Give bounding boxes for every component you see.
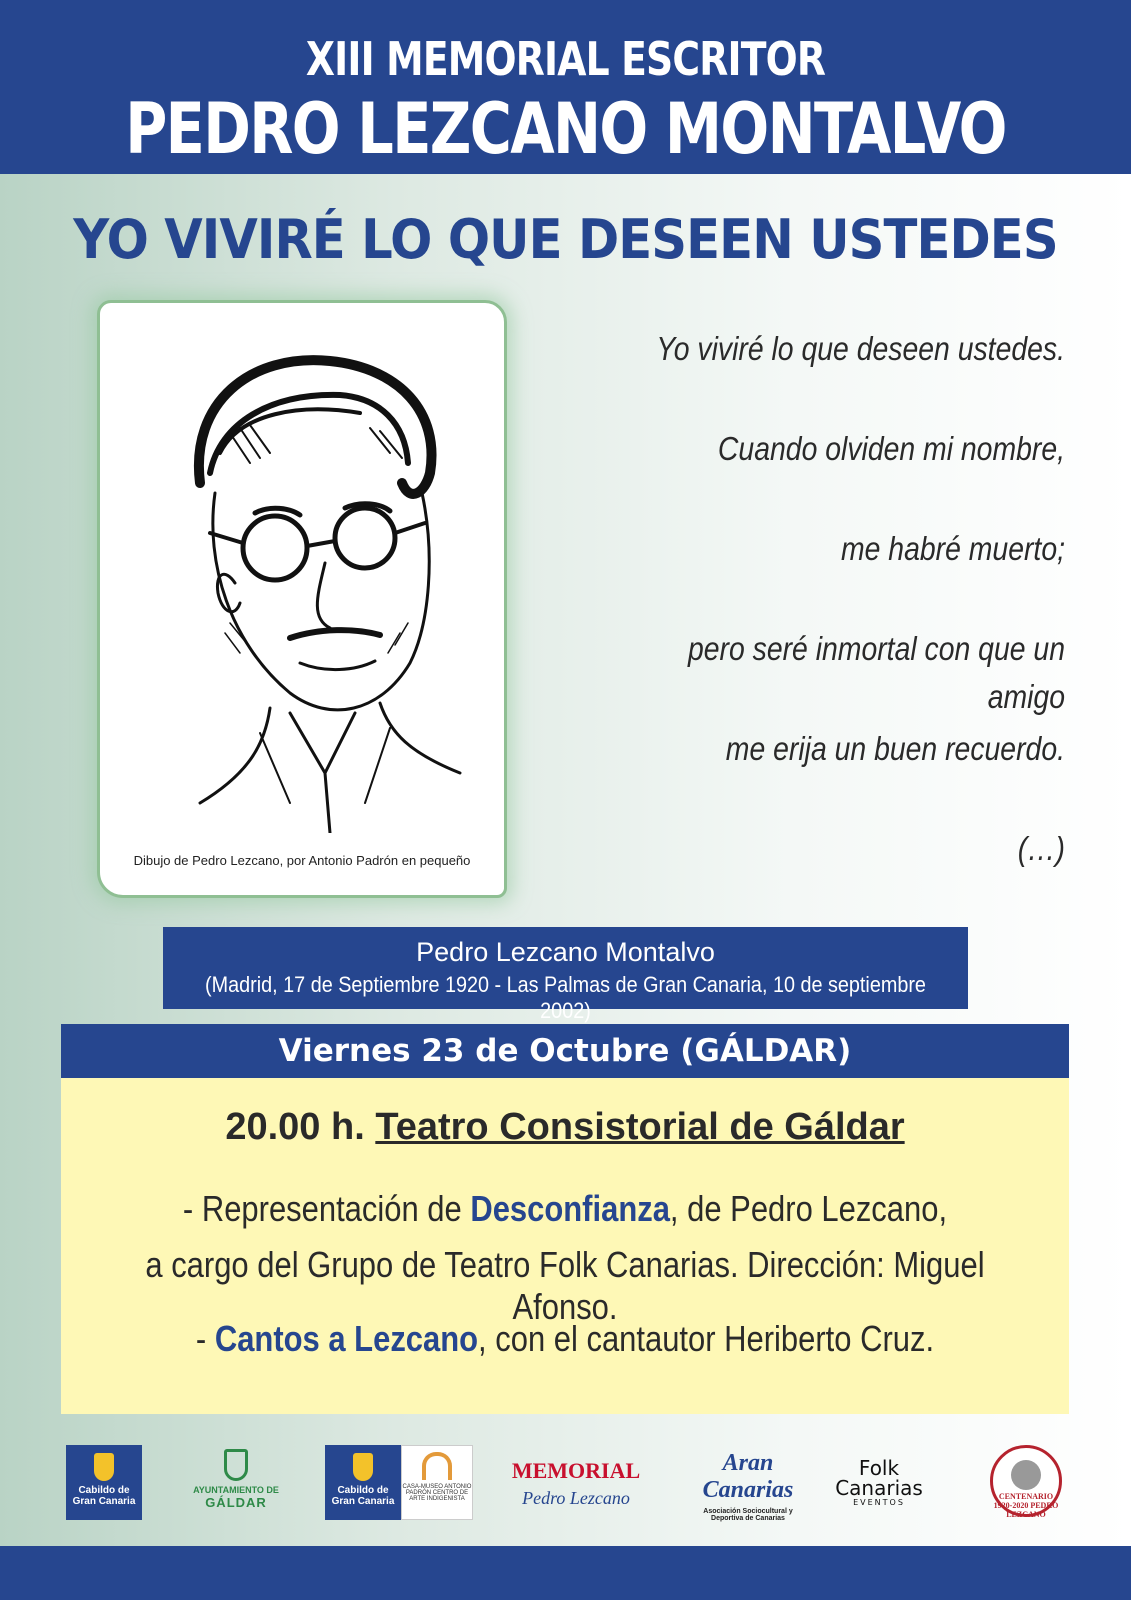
centenario-portrait-icon <box>1011 1460 1041 1490</box>
event-date-bar: Viernes 23 de Octubre (GÁLDAR) <box>61 1024 1069 1078</box>
header-line1: XIII MEMORIAL ESCRITOR <box>305 32 826 86</box>
portrait-frame <box>97 300 507 898</box>
cabildo-logo <box>66 1445 142 1520</box>
header-band <box>0 0 1131 174</box>
event-venue: Teatro Consistorial de Gáldar <box>375 1106 905 1148</box>
poem-line: pero seré inmortal con que un amigo <box>687 630 1065 715</box>
aran-logo-big: Aran Canarias <box>702 1450 794 1503</box>
poem-line: Cuando olviden mi nombre, <box>717 430 1065 467</box>
casa-museo-logo-text: CASA-MUSEO ANTONIO PADRÓN CENTRO DE ARTE INDIGENISTA <box>402 1484 472 1502</box>
folk-logo-small: EVENTOS <box>853 1498 905 1507</box>
galdar-shield-icon <box>224 1449 248 1481</box>
ayuntamiento-logo-small: AYUNTAMIENTO DE <box>193 1485 279 1495</box>
event-item-1-suffix: , de Pedro Lezcano, <box>669 1188 948 1229</box>
poem-line: Yo viviré lo que deseen ustedes. <box>656 330 1065 367</box>
cabildo-logo-2 <box>325 1445 401 1520</box>
headline: YO VIVIRÉ LO QUE DESEEN USTEDES <box>73 208 1058 271</box>
event-item-2-prefix: - <box>195 1318 215 1359</box>
author-name: Pedro Lezcano Montalvo <box>416 937 715 967</box>
folk-canarias-logo <box>824 1458 934 1533</box>
centenario-logo <box>990 1445 1062 1517</box>
aran-logo-small: Asociación Sociocultural y Deportiva de Canarias <box>703 1508 793 1522</box>
sponsor-logos <box>0 1440 1131 1540</box>
event-item-1-line2: a cargo del Grupo de Teatro Folk Canarias. Dirección: Miguel Afonso. <box>145 1244 985 1327</box>
event-time-line <box>61 1106 1069 1149</box>
concert-title: Cantos a Lezcano <box>214 1318 479 1359</box>
author-box <box>163 927 968 1023</box>
cabildo-shield-icon <box>353 1453 373 1481</box>
event-box <box>61 1078 1069 1414</box>
poem <box>545 325 1065 925</box>
aran-canarias-logo <box>693 1450 803 1525</box>
memorial-signature: Pedro Lezcano <box>522 1488 630 1508</box>
header-line2: PEDRO LEZCANO MONTALVO <box>125 88 1006 170</box>
casa-museo-mark-icon <box>422 1452 452 1480</box>
portrait-caption: Dibujo de Pedro Lezcano, por Antonio Padrón en pequeño <box>133 853 471 868</box>
event-item-1 <box>132 1188 999 1230</box>
memorial-logo <box>506 1458 646 1533</box>
play-title: Desconfianza <box>470 1188 670 1229</box>
poem-line: me habré muerto; <box>840 530 1065 567</box>
event-item-2 <box>132 1318 999 1360</box>
event-item-1-prefix: - Representación de <box>182 1188 471 1229</box>
event-time: 20.00 h. <box>225 1106 365 1148</box>
footer-band <box>0 1546 1131 1600</box>
cabildo-logo-text: Cabildo de Gran Canaria <box>331 1485 395 1507</box>
poem-line: (…) <box>1017 830 1065 867</box>
cabildo-logo-text: Cabildo de Gran Canaria <box>72 1485 136 1507</box>
folk-logo-big: Folk Canarias <box>835 1456 923 1500</box>
event-item-2-suffix: , con el cantautor Heriberto Cruz. <box>478 1318 935 1359</box>
casa-museo-logo <box>401 1445 473 1520</box>
poem-line: me erija un buen recuerdo. <box>725 730 1065 767</box>
ayuntamiento-logo-big: GÁLDAR <box>205 1495 267 1510</box>
memorial-logo-text: MEMORIAL <box>511 1458 641 1483</box>
ayuntamiento-galdar-logo <box>186 1445 286 1520</box>
cabildo-shield-icon <box>94 1453 114 1481</box>
portrait-drawing <box>140 333 470 833</box>
author-dates: (Madrid, 17 de Septiembre 1920 - Las Palmas de Gran Canaria, 10 de septiembre 2002) <box>205 972 926 1023</box>
centenario-logo-text: CENTENARIO 1920-2020 PEDRO LEZCANO <box>993 1492 1059 1519</box>
